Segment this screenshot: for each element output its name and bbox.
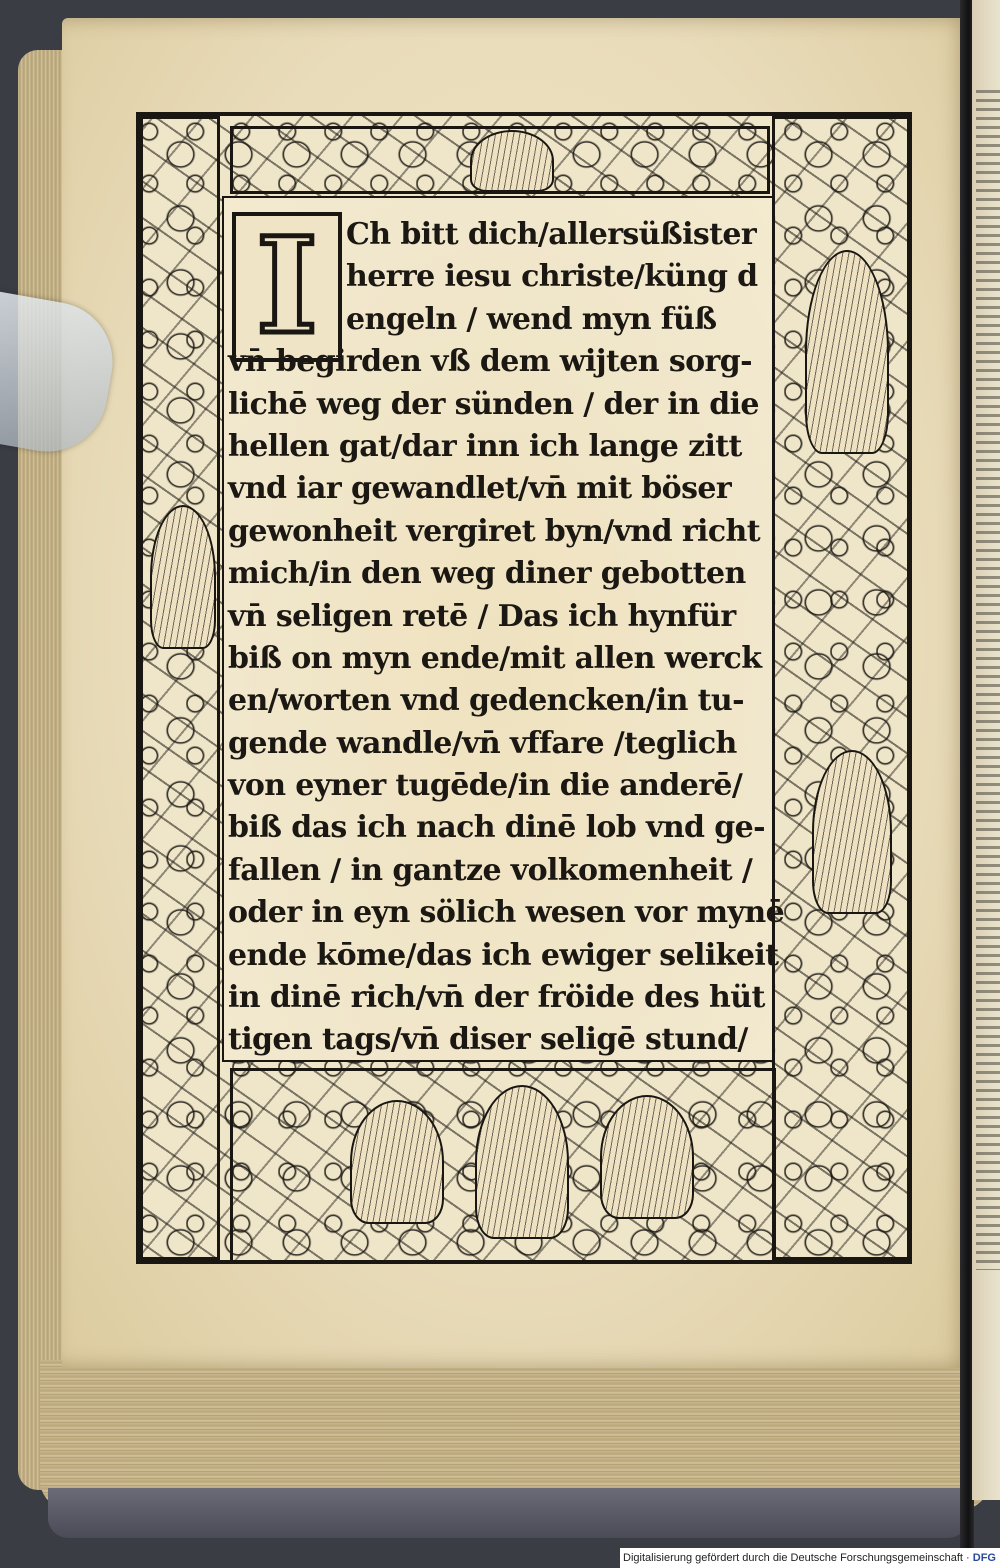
text-line: biß on myn ende/mit allen werck [228,640,762,676]
text-line: mich/in den weg diner gebotten [228,556,746,592]
text-line: vnd iar gewandlet/vn̄ mit böser [228,471,732,507]
prayer-text [228,209,785,1062]
text-line: gewonheit vergiret byn/vnd richt [228,513,760,549]
text-line: gende wandle/vn̄ vffare /teglich [228,725,737,761]
initial-letter: I [256,209,318,364]
text-line: herre iesu christe/küng d [346,259,758,295]
credit-text: Digitalisierung gefördert durch die Deutsche Forschungsgemeinschaft · [623,1552,970,1564]
text-line: vn̄ seligen retē / Das ich hynfür [228,598,736,634]
angel-figure-right-top [805,250,889,454]
facing-page-print [976,90,1000,1270]
text-line: tigen tags/vn̄ diser seligē stund/ [228,1022,748,1058]
angel-figure-right-middle [812,750,892,914]
text-line: vn̄ begirden vß dem wijten sorg- [228,344,752,380]
left-border-panel [140,116,220,1260]
text-line: fallen / in gantze volkomenheit / [228,852,753,888]
text-line: Ch bitt dich/allersüßister [346,217,757,252]
angel-figure-top [470,130,554,192]
text-line: oder in eyn sölich wesen vor mynē [228,895,785,931]
text-line: ende kōme/das ich ewiger selikeit [228,937,779,973]
angel-figure-bottom-left [350,1100,444,1224]
dfg-logo: DFG [972,1552,996,1564]
text-line: lichē weg der sünden / der in die [228,386,759,422]
angel-figure-bottom-center [475,1085,569,1239]
angel-figure-bottom-right [600,1095,694,1219]
text-line: von eyner tugēde/in die anderē/ [228,768,743,804]
text-line: in dinē rich/vn̄ der fröide des hüt [228,980,765,1016]
text-line: biß das ich nach dinē lob vnd ge- [228,810,765,846]
text-line: engeln / wend myn füß [346,301,717,337]
text-line: en/worten vnd gedencken/in tu- [228,683,744,719]
book-cover [48,1488,968,1538]
text-line: hellen gat/dar inn ich lange zitt [228,428,742,464]
figure-left-column [150,505,216,649]
digitization-credit [620,1548,1000,1568]
